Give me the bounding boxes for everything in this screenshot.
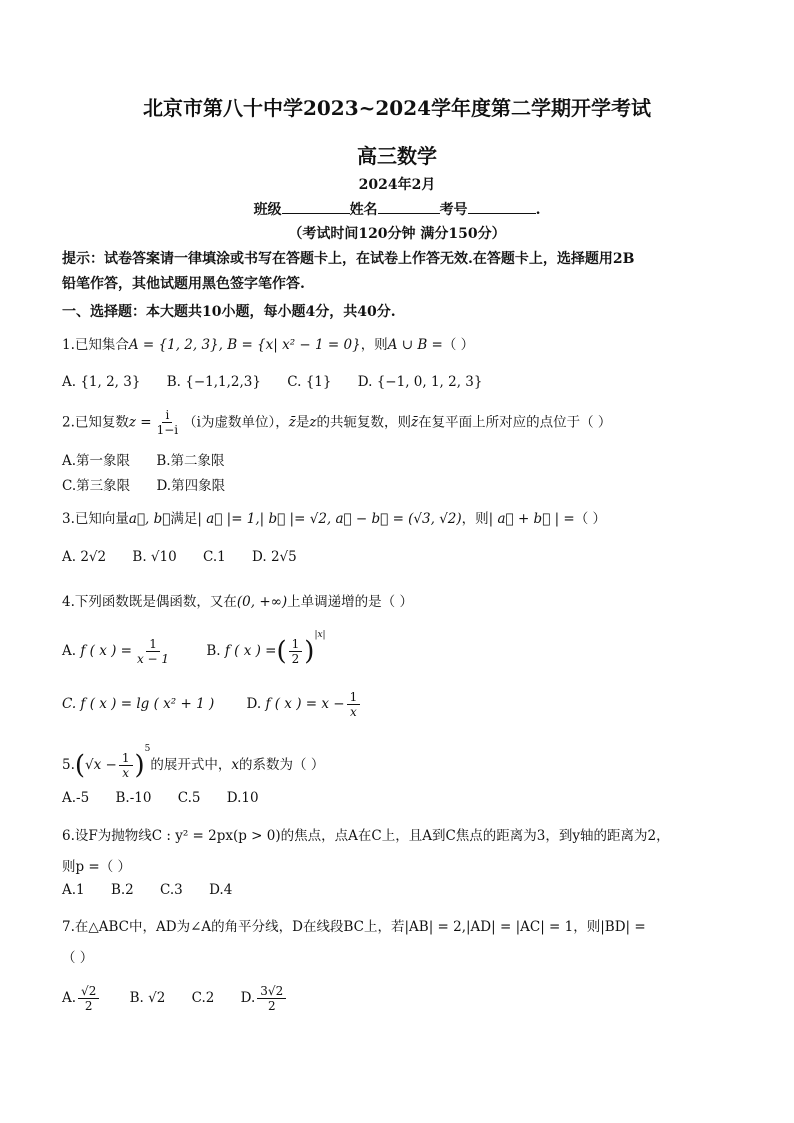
q2-option-b[interactable]: B.第二象限 (156, 453, 225, 469)
q6-option-c[interactable]: C.3 (160, 882, 183, 898)
q2-option-d[interactable]: D.第四象限 (156, 478, 226, 494)
q4-option-b-num: 1 (289, 637, 303, 652)
q1-option-c[interactable]: C. {1} (287, 374, 332, 390)
q7-option-b[interactable]: B. √2 (129, 990, 166, 1007)
q2-option-c[interactable]: C.第三象限 (62, 478, 131, 494)
q5-num: 1 (119, 751, 133, 766)
q2-mid3: 的共轭复数，则 (316, 414, 411, 431)
q3-paren: （ ） (574, 511, 607, 527)
section-title: 一、选择题：本大题共10小题，每小题4分，共40分. (62, 304, 396, 320)
q7-option-c[interactable]: C.2 (191, 990, 215, 1007)
q4-option-b-rparen: ) (304, 636, 315, 667)
q3-options (62, 549, 319, 565)
q4-option-b[interactable] (206, 630, 326, 667)
q2-tail: 在复平面上所对应的点位于（ ） (418, 414, 612, 431)
q2-zbar: z̄ (288, 414, 296, 431)
q6-option-d[interactable]: D.4 (209, 882, 233, 898)
question-7-line-1: 7.在△ABC中，AD为∠A的角平分线，D在线段BC上，若|AB| = 2,|AD| = |AC| = 1，则|BD| = (62, 919, 646, 935)
q4-option-d-fx: f ( x ) = x − (265, 696, 345, 713)
q2-den: 1−i (156, 423, 179, 438)
q1-tail: ，则 (360, 337, 388, 353)
q2-z3: z̄ (410, 414, 419, 431)
q1-option-a[interactable]: A. {1, 2, 3} (62, 374, 141, 390)
q4-option-b-frac (289, 637, 303, 667)
q2-z: z = (128, 414, 152, 431)
q4-option-d[interactable] (246, 690, 363, 720)
q3-option-b[interactable]: B. √10 (132, 549, 177, 565)
q4-option-d-num: 1 (347, 690, 361, 705)
class-label: 班级 (253, 202, 282, 218)
q7-option-d-den: 2 (267, 999, 276, 1014)
q4-option-b-fx: f ( x ) = (224, 643, 277, 659)
q5-inner: √x − (85, 757, 117, 773)
name-label: 姓名 (349, 202, 378, 218)
q7-option-a-den: 2 (84, 999, 93, 1014)
q1-option-b[interactable]: B. {−1,1,2,3} (166, 374, 261, 390)
q7-option-a-num: √2 (78, 984, 99, 999)
q6-options (62, 882, 254, 898)
q3-option-a[interactable]: A. 2√2 (62, 549, 107, 565)
question-6-line-2: 则p =（ ） (62, 859, 132, 875)
q4-option-a-label: A. (62, 643, 77, 659)
q1-option-d[interactable]: D. {−1, 0, 1, 2, 3} (357, 374, 483, 390)
q5-option-c[interactable]: C.5 (177, 790, 201, 806)
number-blank[interactable] (468, 199, 536, 214)
q5-frac (119, 751, 133, 781)
number-label: 考号 (439, 202, 468, 218)
q5-prefix: 5. (62, 757, 75, 773)
question-7-line-2: （ ） (62, 950, 94, 966)
q7-options (62, 984, 288, 1014)
q4-interval: (0, +∞) (236, 594, 288, 610)
q3-expr: | a⃗ + b⃗ | = (488, 511, 575, 527)
q1-paren: （ ） (442, 337, 475, 353)
q4-option-c[interactable]: C. f ( x ) = lg ( x² + 1 ) (62, 696, 215, 713)
exam-subject: 高三数学 (357, 144, 437, 168)
question-6-line-1: 6.设F为抛物线C : y² = 2px(p > 0)的焦点，点A在C上，且A到C焦点的距离为3，到y轴的距离为2， (62, 828, 670, 844)
q7-option-d-num: 3√2 (257, 984, 286, 999)
q2-mid: （i为虚数单位）， (183, 414, 289, 431)
q4-option-a-frac (134, 637, 172, 667)
notice-line-2: 铅笔作答，其他试题用黑色签字笔作答. (62, 276, 305, 292)
q3-vectors: a⃗, b⃗ (128, 511, 171, 527)
q5-exp: 5 (144, 744, 151, 754)
q4-tail: 上单调递增的是（ ） (287, 594, 413, 610)
q4-option-d-den: x (350, 705, 357, 720)
q2-num: i (162, 408, 172, 423)
q7-option-d[interactable] (240, 984, 289, 1014)
q4-option-d-label: D. (246, 696, 262, 713)
exam-date: 2024年2月 (358, 177, 436, 193)
q1-prefix: 1.已知集合 (62, 337, 129, 353)
q5-option-d[interactable]: D.10 (226, 790, 259, 806)
name-blank[interactable] (378, 199, 440, 214)
q4-options-row1 (62, 630, 326, 666)
q5-options (62, 790, 281, 806)
q1-expr: A ∪ B = (387, 337, 443, 353)
q4-text: 4.下列函数既是偶函数，又在 (62, 594, 237, 610)
q4-option-b-label: B. (206, 643, 221, 659)
q4-option-b-lparen: ( (276, 636, 287, 667)
question-1 (62, 333, 474, 353)
q3-condition: | a⃗ |= 1,| b⃗ |= √2, a⃗ − b⃗ = (√3, √2) (197, 511, 462, 527)
q6-option-b[interactable]: B.2 (110, 882, 134, 898)
q7-option-d-frac (257, 984, 286, 1014)
q5-option-a[interactable]: A.-5 (62, 790, 90, 806)
q4-option-b-den: 2 (291, 652, 300, 666)
q3-option-c[interactable]: C.1 (203, 549, 226, 565)
q2-mid2: 是 (295, 414, 310, 431)
q2-z2: z (309, 414, 317, 431)
q3-tail: ，则 (461, 511, 489, 527)
q5-lparen: ( (74, 750, 86, 781)
q4-options-row2 (62, 690, 362, 720)
q4-option-d-frac (347, 690, 361, 720)
q7-option-a[interactable] (62, 984, 106, 1014)
q6-option-a[interactable]: A.1 (62, 882, 85, 898)
q2-options-row2 (62, 474, 247, 494)
q7-option-a-frac (78, 984, 99, 1014)
q7-option-d-label: D. (240, 990, 256, 1007)
q7-option-a-label: A. (62, 990, 77, 1007)
exam-info: （考试时间120分钟 满分150分） (288, 226, 506, 242)
end-mark: . (535, 202, 541, 218)
question-4 (62, 590, 413, 610)
q5-tail: 的系数为（ ） (239, 757, 325, 773)
question-3 (62, 507, 606, 527)
class-blank[interactable] (282, 199, 350, 214)
q4-option-a-fx: f ( x ) = (80, 643, 132, 659)
question-5 (62, 744, 324, 780)
q2-options-row1 (62, 449, 247, 469)
q2-prefix: 2.已知复数 (62, 414, 129, 431)
q5-mid: 的展开式中， (150, 757, 232, 773)
notice-line-1: 提示：试卷答案请一律填涂或书写在答题卡上，在试卷上作答无效.在答题卡上，选择题用2B (62, 251, 635, 267)
q4-option-b-exp: |x| (314, 630, 326, 640)
q5-rparen: ) (134, 750, 145, 781)
q3-mid: 满足 (170, 511, 198, 527)
q5-den: x (122, 766, 130, 780)
q3-option-d[interactable]: D. 2√5 (252, 549, 297, 565)
q4-option-a-num: 1 (146, 637, 160, 652)
q2-option-a[interactable]: A.第一象限 (62, 453, 131, 469)
student-info-line (0, 199, 794, 219)
exam-title: 北京市第八十中学2023~2024学年度第二学期开学考试 (142, 96, 652, 120)
q1-set-b: , B = {x| x² − 1 = 0} (218, 337, 361, 353)
q4-option-a[interactable] (62, 636, 178, 666)
q1-set-a: A = {1, 2, 3} (128, 337, 219, 353)
q2-fraction (154, 408, 182, 438)
q5-option-b[interactable]: B.-10 (115, 790, 152, 806)
q4-option-a-den: x − 1 (136, 652, 170, 666)
question-2 (62, 408, 611, 438)
q5-x: x (231, 757, 240, 773)
q3-prefix: 3.已知向量 (62, 511, 129, 527)
q1-options (62, 374, 504, 390)
